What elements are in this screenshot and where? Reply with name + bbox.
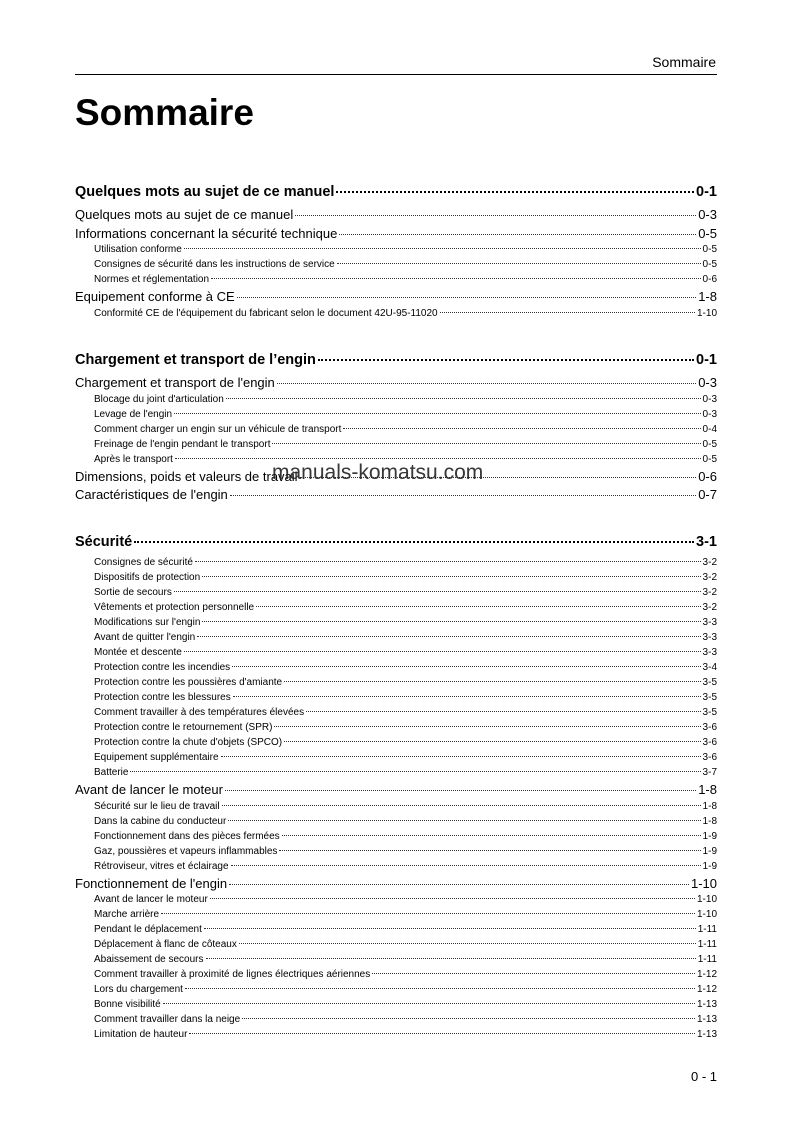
toc-subentry[interactable] (75, 662, 717, 677)
toc-section-heading[interactable] (75, 352, 717, 375)
toc-entry-page: 1-10 (696, 909, 717, 920)
toc-entry-page: 0-5 (702, 244, 717, 255)
running-header: Sommaire (652, 54, 716, 70)
toc-entry-page: 3-1 (696, 534, 717, 550)
toc-subentry[interactable] (75, 1014, 717, 1029)
dot-leader (225, 790, 696, 791)
toc-subentry[interactable] (75, 409, 717, 424)
dot-leader (284, 681, 700, 682)
toc-entry-page: 3-2 (702, 587, 717, 598)
toc-entry-label: Limitation de hauteur (94, 1029, 188, 1040)
page-number: 0 - 1 (690, 1069, 717, 1084)
toc-section (75, 184, 717, 323)
toc-subentry[interactable] (75, 861, 717, 876)
toc-entry-label: Protection contre le retournement (SPR) (94, 722, 273, 733)
toc-entry-label: Consignes de sécurité dans les instructions de service (94, 259, 335, 270)
toc-subentry[interactable] (75, 424, 717, 439)
toc-entry-label: Comment travailler dans la neige (94, 1014, 241, 1025)
toc-subentry[interactable] (75, 924, 717, 939)
dot-leader (282, 835, 701, 836)
toc-entry-page: 1-13 (696, 1014, 717, 1025)
dot-leader (242, 1018, 695, 1019)
dot-leader (372, 973, 695, 974)
toc-subentry[interactable] (75, 722, 717, 737)
toc-subentry[interactable] (75, 831, 717, 846)
toc-entry[interactable] (75, 207, 717, 226)
toc-subentry[interactable] (75, 602, 717, 617)
toc-section-heading[interactable] (75, 184, 717, 207)
toc-entry-page: 3-6 (702, 722, 717, 733)
dot-leader (284, 741, 700, 742)
dot-leader (222, 805, 701, 806)
toc-subentry[interactable] (75, 394, 717, 409)
toc-subentry[interactable] (75, 557, 717, 572)
header-rule (75, 74, 717, 75)
toc-entry-label: Comment travailler à proximité de lignes électriques aériennes (94, 969, 371, 980)
dot-leader (239, 943, 696, 944)
dot-leader (134, 541, 694, 543)
toc-entry-label: Consignes de sécurité (94, 557, 193, 568)
toc-section-heading[interactable] (75, 534, 717, 557)
toc-entry-label: Bonne visibilité (94, 999, 161, 1010)
toc-entry-page: 3-3 (702, 647, 717, 658)
toc-entry-label: Vêtements et protection personnelle (94, 602, 255, 613)
dot-leader (161, 913, 695, 914)
dot-leader (440, 312, 695, 313)
toc-subentry[interactable] (75, 308, 717, 323)
dot-leader (228, 820, 700, 821)
dot-leader (272, 443, 700, 444)
dot-leader (202, 576, 700, 577)
toc-entry-page: 3-6 (702, 737, 717, 748)
toc-entry-page: 0-6 (702, 274, 717, 285)
dot-leader (184, 651, 701, 652)
toc-entry-label: Batterie (94, 767, 129, 778)
toc-entry-page: 3-7 (702, 767, 717, 778)
dot-leader (229, 884, 689, 885)
toc-subentry[interactable] (75, 846, 717, 861)
toc-entry-label: Déplacement à flanc de côteaux (94, 939, 237, 950)
dot-leader (197, 636, 700, 637)
dot-leader (318, 359, 694, 361)
dot-leader (232, 666, 700, 667)
dot-leader (279, 850, 700, 851)
toc-subentry[interactable] (75, 617, 717, 632)
toc-entry-label: Dimensions, poids et valeurs de travail (75, 468, 298, 484)
toc-entry-page: 3-3 (702, 617, 717, 628)
dot-leader (204, 928, 696, 929)
toc-entry-label: Gaz, poussières et vapeurs inflammables (94, 845, 278, 857)
page-title: Sommaire (75, 92, 254, 133)
dot-leader (174, 591, 701, 592)
toc-entry-label: Montée et descente (94, 647, 182, 658)
toc-entry-label: Rétroviseur, vitres et éclairage (94, 860, 229, 872)
toc-entry-label: Dispositifs de protection (94, 572, 201, 583)
toc-entry-label: Normes et réglementation (94, 274, 210, 285)
toc-subentry[interactable] (75, 737, 717, 752)
toc-subentry[interactable] (75, 1029, 717, 1044)
toc-subentry[interactable] (75, 816, 717, 831)
toc-entry-label: Protection contre la chute d'objets (SPCO) (94, 737, 283, 748)
toc-subentry[interactable] (75, 632, 717, 647)
toc-entry-label: Sortie de secours (94, 587, 172, 598)
toc-subentry[interactable] (75, 894, 717, 909)
toc-subentry[interactable] (75, 259, 717, 274)
toc-entry-label: Quelques mots au sujet de ce manuel (75, 184, 335, 200)
toc-entry-label: Pendant le déplacement (94, 924, 202, 935)
toc-entry-page: 1-12 (696, 984, 717, 995)
dot-leader (337, 263, 701, 264)
toc-subentry[interactable] (75, 999, 717, 1014)
toc-entry-label: Conformité CE de l'équipement du fabricant selon le document 42U-95-11020 (94, 307, 438, 319)
toc-entry-page: 0-5 (698, 225, 717, 241)
toc-subentry[interactable] (75, 801, 717, 816)
toc-entry-page: 1-13 (696, 1029, 717, 1040)
dot-leader (237, 297, 697, 298)
toc-subentry[interactable] (75, 969, 717, 984)
dot-leader (221, 756, 701, 757)
toc-entry-page: 1-8 (702, 815, 717, 827)
toc-entry-page: 0-1 (696, 352, 717, 368)
dot-leader (256, 606, 700, 607)
toc-entry-label: Modifications sur l'engin (94, 617, 201, 628)
toc-entry-label: Quelques mots au sujet de ce manuel (75, 207, 294, 222)
toc-entry-label: Marche arrière (94, 909, 160, 920)
toc-entry-page: 1-8 (698, 782, 717, 797)
toc-entry-page: 0-3 (698, 207, 717, 222)
toc-entry-page: 3-2 (702, 572, 717, 583)
toc-entry-label: Protection contre les incendies (94, 662, 231, 673)
toc-subentry[interactable] (75, 439, 717, 454)
toc-entry-label: Chargement et transport de l’engin (75, 352, 316, 368)
toc-entry-label: Levage de l'engin (94, 408, 173, 420)
dot-leader (233, 696, 701, 697)
dot-leader (277, 383, 696, 384)
toc-entry-page: 3-3 (702, 632, 717, 643)
toc-entry-label: Après le transport (94, 453, 173, 465)
toc-subentry[interactable] (75, 244, 717, 259)
toc-entry-page: 3-5 (702, 707, 717, 718)
dot-leader (230, 495, 696, 496)
toc-entry-label: Avant de lancer le moteur (94, 894, 208, 905)
toc-entry-page: 3-4 (702, 662, 717, 673)
toc-entry-page: 0-7 (698, 487, 717, 502)
toc-section (75, 534, 717, 1044)
toc-entry-label: Blocage du joint d'articulation (94, 393, 224, 405)
toc-entry-page: 0-5 (702, 438, 717, 450)
toc-entry-page: 0-3 (702, 408, 717, 420)
toc-entry-label: Comment charger un engin sur un véhicule de transport (94, 423, 342, 435)
dot-leader (202, 621, 700, 622)
toc-entry-label: Freinage de l'engin pendant le transport (94, 438, 271, 450)
toc-subentry[interactable] (75, 939, 717, 954)
dot-leader (211, 278, 700, 279)
dot-leader (343, 428, 700, 429)
toc-entry-page: 1-11 (697, 924, 717, 935)
toc-entry-label: Avant de lancer le moteur (75, 782, 223, 797)
toc-subentry[interactable] (75, 692, 717, 707)
watermark: manuals-komatsu.com (272, 461, 484, 484)
toc-entry-page: 3-5 (702, 692, 717, 703)
dot-leader (274, 726, 700, 727)
dot-leader (195, 561, 701, 562)
toc-entry[interactable] (75, 226, 717, 245)
dot-leader (206, 958, 696, 959)
dot-leader (339, 234, 696, 235)
toc-entry[interactable] (75, 487, 717, 506)
toc-entry-page: 1-8 (702, 800, 717, 812)
dot-leader (226, 398, 701, 399)
toc-entry-page: 0-4 (702, 423, 717, 435)
toc-subentry[interactable] (75, 984, 717, 999)
toc-subentry[interactable] (75, 587, 717, 602)
toc-subentry[interactable] (75, 677, 717, 692)
toc-entry-page: 1-11 (697, 939, 717, 950)
toc-entry[interactable] (75, 782, 717, 801)
toc-entry-label: Equipement conforme à CE (75, 289, 235, 304)
toc-entry[interactable] (75, 876, 717, 895)
toc-entry-page: 0-5 (702, 259, 717, 270)
dot-leader (306, 711, 700, 712)
toc-entry-page: 1-10 (696, 894, 717, 905)
toc-entry-label: Dans la cabine du conducteur (94, 815, 227, 827)
toc-subentry[interactable] (75, 767, 717, 782)
toc-entry-label: Protection contre les blessures (94, 692, 231, 703)
toc-entry-page: 0-3 (698, 375, 717, 390)
toc-entry[interactable] (75, 375, 717, 394)
toc-entry-page: 1-9 (702, 830, 717, 842)
toc-entry-page: 3-5 (702, 677, 717, 688)
toc-entry[interactable] (75, 289, 717, 308)
toc-entry-label: Comment travailler à des températures élevées (94, 707, 305, 718)
toc-entry-page: 1-10 (696, 307, 717, 319)
toc-subentry[interactable] (75, 647, 717, 662)
toc-entry-page: 0-5 (702, 453, 717, 465)
toc-entry-page: 1-9 (702, 860, 717, 872)
toc-entry-label: Sécurité (75, 534, 133, 550)
dot-leader (336, 191, 694, 193)
toc-entry-page: 1-9 (702, 845, 717, 857)
toc-entry-label: Utilisation conforme (94, 244, 182, 255)
toc-subentry[interactable] (75, 954, 717, 969)
toc-entry-label: Abaissement de secours (94, 954, 204, 965)
toc-entry-label: Avant de quitter l'engin (94, 632, 196, 643)
dot-leader (210, 898, 695, 899)
toc-subentry[interactable] (75, 274, 717, 289)
toc-entry-label: Protection contre les poussières d'amiante (94, 677, 283, 688)
toc-entry-page: 3-2 (702, 602, 717, 613)
toc-entry-page: 1-13 (696, 999, 717, 1010)
toc-entry-label: Caractéristiques de l'engin (75, 487, 228, 502)
toc-subentry[interactable] (75, 909, 717, 924)
toc-entry-page: 0-3 (702, 393, 717, 405)
dot-leader (130, 771, 700, 772)
toc-entry-label: Fonctionnement de l'engin (75, 875, 228, 891)
dot-leader (174, 413, 700, 414)
toc-entry-page: 3-2 (702, 557, 717, 568)
toc-entry-page: 1-8 (698, 289, 717, 304)
toc-entry-label: Informations concernant la sécurité technique (75, 225, 338, 241)
toc-entry-label: Fonctionnement dans des pièces fermées (94, 830, 280, 842)
toc-entry-label: Equipement supplémentaire (94, 752, 219, 763)
dot-leader (163, 1003, 695, 1004)
dot-leader (189, 1033, 695, 1034)
toc-entry-page: 1-12 (696, 969, 717, 980)
dot-leader (231, 865, 701, 866)
toc-entry-page: 1-11 (697, 954, 717, 965)
toc-entry-page: 0-6 (698, 468, 717, 484)
toc-subentry[interactable] (75, 707, 717, 722)
toc-entry-label: Sécurité sur le lieu de travail (94, 800, 220, 812)
dot-leader (185, 988, 695, 989)
toc-entry-page: 1-10 (690, 875, 717, 891)
dot-leader (184, 248, 701, 249)
toc-subentry[interactable] (75, 752, 717, 767)
toc-entry-label: Chargement et transport de l'engin (75, 375, 275, 390)
toc-subentry[interactable] (75, 572, 717, 587)
dot-leader (175, 458, 701, 459)
dot-leader (295, 215, 696, 216)
toc-entry-page: 3-6 (702, 752, 717, 763)
toc-entry-page: 0-1 (696, 184, 717, 200)
toc-entry-label: Lors du chargement (94, 984, 183, 995)
